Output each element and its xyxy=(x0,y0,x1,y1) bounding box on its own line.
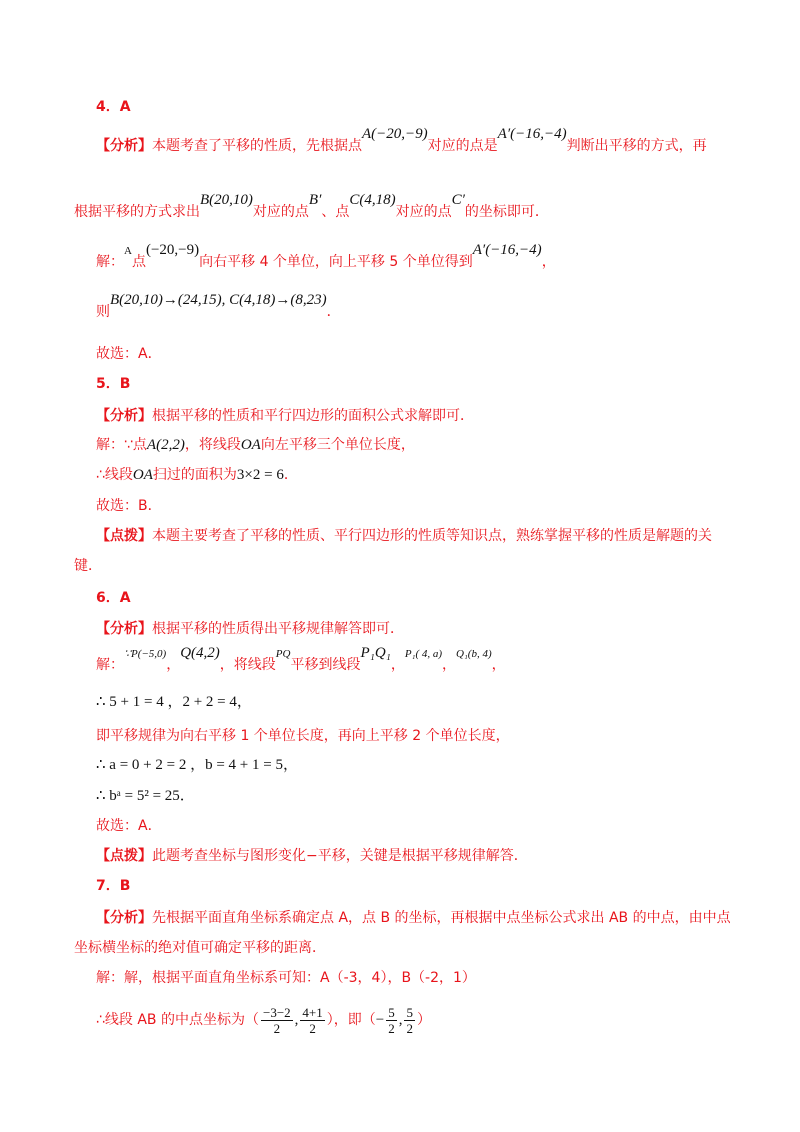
math-OA: OA xyxy=(132,467,153,483)
math-Q: Q(4,2) xyxy=(180,645,220,661)
q5-tip-line2: 键． xyxy=(74,558,102,574)
math-B: B(20,10) xyxy=(200,192,253,208)
q5-tip-line1 xyxy=(96,526,712,546)
q6-choice: 故选：A． xyxy=(96,818,162,834)
text: ， xyxy=(541,254,556,270)
math-P1: P₁( 4, a) xyxy=(404,648,443,660)
math-PQ: PQ xyxy=(275,648,291,660)
q7-answer: 7．B xyxy=(96,878,131,894)
q6-solution-line1 xyxy=(96,645,506,676)
math-C-prime: C′ xyxy=(451,192,465,208)
q4-analysis-line2 xyxy=(74,192,549,222)
q6-solution-line2 xyxy=(96,692,252,712)
math-coord: (−20,−9) xyxy=(145,242,200,258)
math-Q1: Q₁(b, 4) xyxy=(456,648,492,660)
denominator: 2 xyxy=(406,1020,413,1036)
tip-tag: 【点拨】 xyxy=(96,848,152,864)
text: 对应的点 xyxy=(252,204,309,220)
text: ， xyxy=(390,657,405,673)
q6-answer: 6．A xyxy=(96,590,131,606)
math-expression: B(20,10)→(24,15), C(4,18)→(8,23) xyxy=(110,292,327,308)
text: ），即（ xyxy=(326,1012,376,1028)
math-P: ∵P(−5,0) xyxy=(124,648,167,660)
text: 根据平移的方式求出 xyxy=(74,204,200,220)
math-A: A(−20,−9) xyxy=(362,126,428,142)
text: 则 xyxy=(96,304,110,320)
q6-analysis xyxy=(96,619,404,639)
fraction xyxy=(386,1005,397,1036)
text: 判断出平移的方式，再 xyxy=(566,138,707,154)
q6-solution-line5 xyxy=(96,786,195,806)
text: 点 xyxy=(131,254,146,270)
text: ∴线段 AB 的中点坐标为（ xyxy=(96,1012,259,1028)
math-A: A(2,2) xyxy=(146,437,185,453)
text: ，将线段 xyxy=(219,657,276,673)
text: 解：∵点 xyxy=(96,437,147,453)
analysis-tag: 【分析】 xyxy=(96,138,152,154)
q4-solution-line2 xyxy=(96,292,341,322)
numerator: 5 xyxy=(406,1004,413,1020)
denominator: 2 xyxy=(388,1020,395,1036)
text: 向右平移 4 个单位，向上平移 5 个单位得到 xyxy=(199,254,473,270)
math-B-prime: B′ xyxy=(308,192,322,208)
math-C: C(4,18) xyxy=(349,192,396,208)
text: ，将线段 xyxy=(184,437,241,453)
text: ， xyxy=(491,657,506,673)
q6-tip xyxy=(96,846,528,866)
comma: , xyxy=(398,1012,403,1028)
text: 根据平移的性质和平行四边形的面积公式求解即可． xyxy=(152,408,474,424)
math-A-prime: A′(−16,−4) xyxy=(472,242,542,258)
q7-solution-line1: 解：解，根据平面直角坐标系可知：A（-3，4），B（-2，1） xyxy=(96,970,476,986)
fraction xyxy=(300,1005,324,1036)
numerator: −3−2 xyxy=(263,1004,291,1020)
math-A-prime: A′(−16,−4) xyxy=(497,126,567,142)
text: 对应的点 xyxy=(395,204,452,220)
text: ∴线段 xyxy=(96,467,133,483)
q6-solution-line3: 即平移规律为向右平移 1 个单位长度，再向上平移 2 个单位长度， xyxy=(96,728,510,744)
text: 扫过的面积为 xyxy=(152,467,237,483)
q7-analysis-line2: 坐标横坐标的绝对值可确定平移的距离． xyxy=(74,940,326,956)
q4-solution-line1 xyxy=(96,242,556,273)
q5-choice: 故选：B． xyxy=(96,498,162,514)
math-expression: ∴ 5 + 1 = 4 ，2 + 2 = 4， xyxy=(96,694,252,710)
q7-solution-line2 xyxy=(96,1004,431,1036)
tip-tag: 【点拨】 xyxy=(96,528,152,544)
text: ． xyxy=(326,304,341,320)
math-A-small: A xyxy=(124,245,132,257)
q5-analysis xyxy=(96,406,474,426)
text: 对应的点是 xyxy=(427,138,498,154)
text: 本题考查了平移的性质，先根据点 xyxy=(152,138,362,154)
text: 的坐标即可． xyxy=(464,204,549,220)
q5-solution-line1 xyxy=(96,435,415,455)
analysis-tag: 【分析】 xyxy=(96,621,152,637)
q5-answer: 5．B xyxy=(96,376,131,392)
math-P1Q1: P₁Q₁ xyxy=(360,645,391,661)
text: 解： xyxy=(96,657,124,673)
math-expression: ∴ a = 0 + 2 = 2 ，b = 4 + 1 = 5， xyxy=(96,757,298,773)
q4-analysis-line1 xyxy=(96,126,707,156)
text: 向左平移三个单位长度， xyxy=(260,437,415,453)
text: 此题考查坐标与图形变化−平移，关键是根据平移规律解答． xyxy=(152,848,528,864)
q7-analysis-line1 xyxy=(96,908,731,928)
text: ， xyxy=(442,657,457,673)
minus-sign: − xyxy=(375,1012,385,1028)
fraction xyxy=(261,1005,293,1036)
q4-answer: 4．A xyxy=(96,99,131,115)
q6-solution-line4 xyxy=(96,755,298,775)
math-OA: OA xyxy=(240,437,261,453)
text: 平移到线段 xyxy=(290,657,361,673)
text: ． xyxy=(283,467,298,483)
comma: , xyxy=(294,1012,299,1028)
denominator: 2 xyxy=(273,1020,281,1036)
text: 先根据平面直角坐标系确定点 A，点 B 的坐标，再根据中点坐标公式求出 AB 的中点，由中点 xyxy=(152,910,731,926)
fraction xyxy=(404,1005,415,1036)
analysis-tag: 【分析】 xyxy=(96,910,152,926)
analysis-tag: 【分析】 xyxy=(96,408,152,424)
q5-solution-line2 xyxy=(96,465,298,485)
text: ） xyxy=(416,1012,431,1028)
math-expression: ∴ bᵃ = 5² = 25． xyxy=(96,788,195,804)
text: 、点 xyxy=(321,204,350,220)
q4-choice: 故选：A． xyxy=(96,346,162,362)
numerator: 5 xyxy=(388,1004,395,1020)
text: 解： xyxy=(96,254,124,270)
text: 根据平移的性质得出平移规律解答即可． xyxy=(152,621,404,637)
numerator: 4+1 xyxy=(302,1004,323,1020)
text: ， xyxy=(166,657,181,673)
math-expression: 3×2 = 6 xyxy=(236,467,284,483)
denominator: 2 xyxy=(309,1020,316,1036)
text: 本题主要考查了平移的性质、平行四边形的性质等知识点，熟练掌握平移的性质是解题的关 xyxy=(152,528,712,544)
